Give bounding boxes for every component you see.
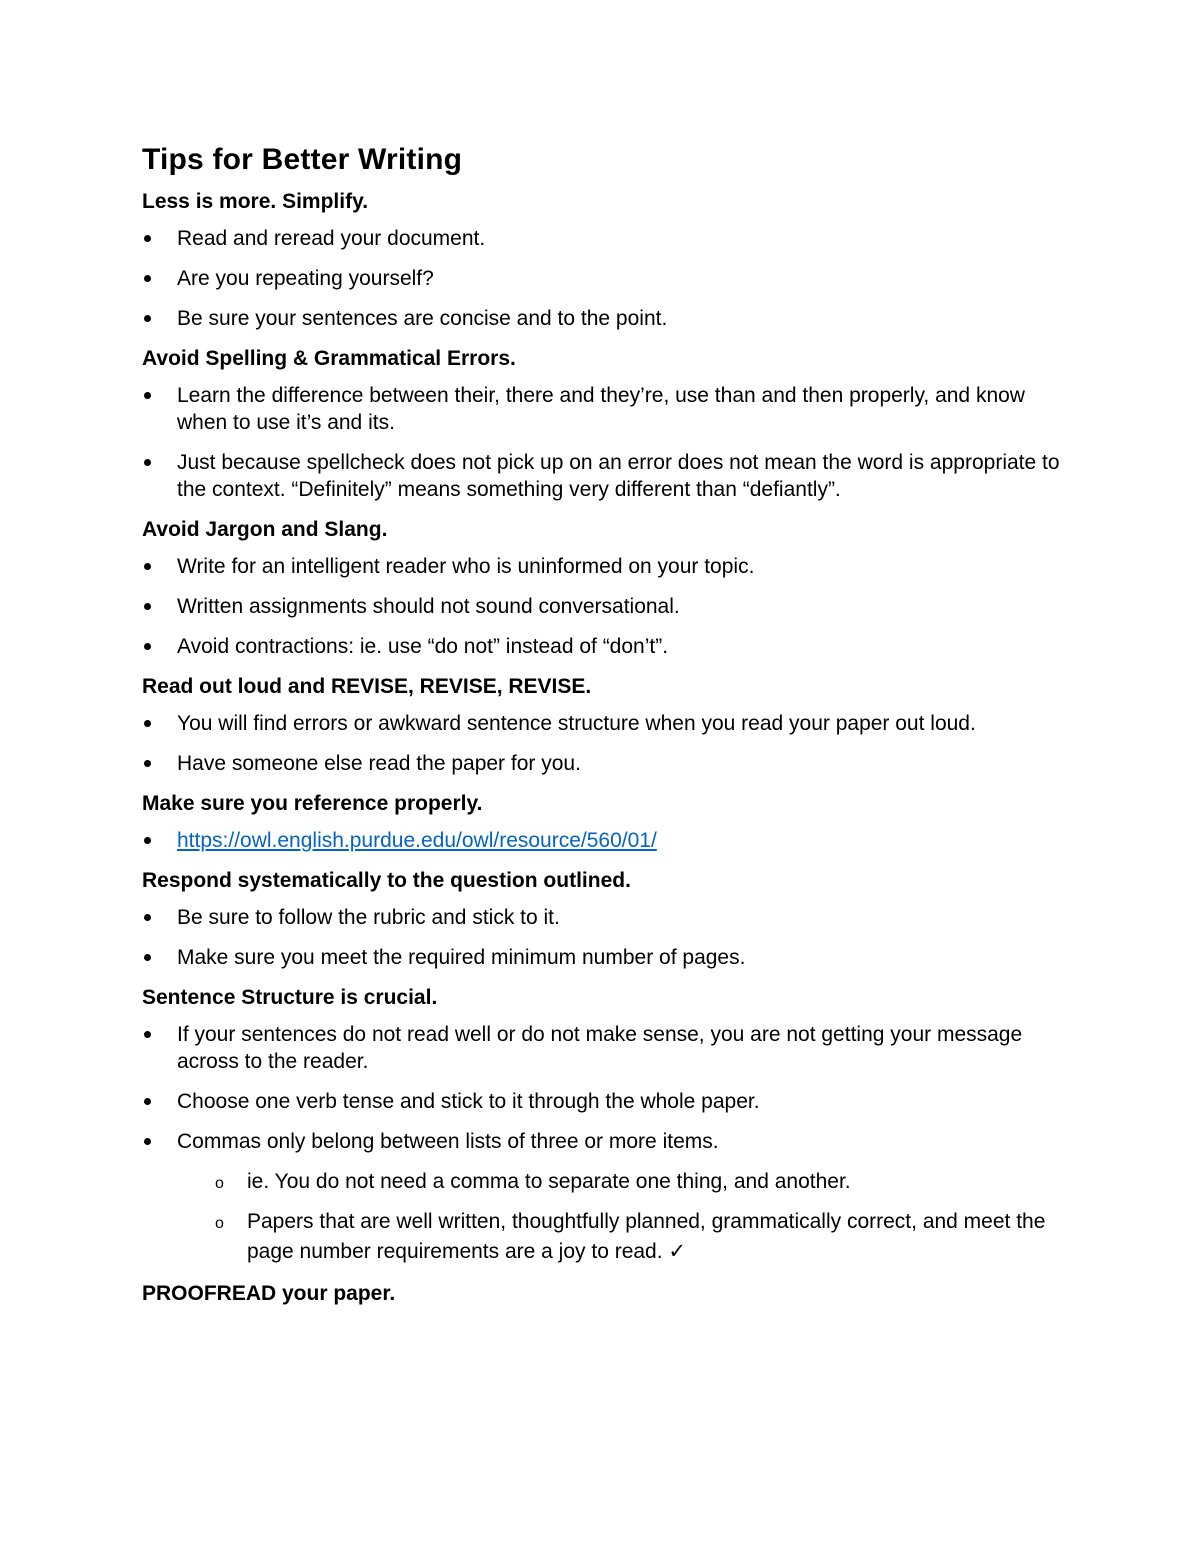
section-heading: Less is more. Simplify.	[142, 190, 369, 213]
bullet-list	[142, 382, 1062, 503]
sub-list-item	[177, 1167, 1062, 1197]
list-item-text: Learn the difference between their, there and they’re, use than and then properly, and know when to use it’s and its.	[177, 384, 1025, 434]
section-simplify	[142, 188, 1062, 332]
bullet-icon	[144, 275, 151, 282]
list-item-text: Read and reread your document.	[177, 227, 486, 250]
bullet-list	[142, 1021, 1062, 1267]
bullet-icon	[144, 235, 151, 242]
bullet-icon	[144, 563, 151, 570]
list-item	[142, 633, 1062, 660]
bullet-icon	[144, 643, 151, 650]
list-item-text: Written assignments should not sound conversational.	[177, 595, 680, 618]
section-heading: Respond systematically to the question outlined.	[142, 869, 631, 892]
document-title: Tips for Better Writing	[142, 143, 463, 176]
list-item	[142, 593, 1062, 620]
bullet-icon	[144, 1138, 151, 1145]
bullet-icon	[144, 1031, 151, 1038]
list-item	[142, 1021, 1062, 1075]
section-respond	[142, 867, 1062, 971]
list-item	[142, 827, 1062, 854]
bullet-icon	[144, 914, 151, 921]
list-item-text: You will find errors or awkward sentence structure when you read your paper out loud.	[177, 712, 976, 735]
bullet-icon	[144, 837, 151, 844]
section-heading: Sentence Structure is crucial.	[142, 986, 438, 1009]
bullet-list	[142, 225, 1062, 332]
list-item	[142, 265, 1062, 292]
bullet-icon	[144, 392, 151, 399]
section-heading: Make sure you reference properly.	[142, 792, 483, 815]
sub-list-item	[177, 1207, 1062, 1267]
section-heading: Read out loud and REVISE, REVISE, REVISE.	[142, 675, 592, 698]
section-reference	[142, 790, 1062, 854]
list-item-text: Avoid contractions: ie. use “do not” instead of “don’t”.	[177, 635, 669, 658]
list-item	[142, 1128, 1062, 1267]
list-item-text: Are you repeating yourself?	[177, 267, 434, 290]
list-item-text: Be sure your sentences are concise and to the point.	[177, 307, 668, 330]
list-item	[142, 944, 1062, 971]
circle-bullet-icon: o	[215, 1215, 224, 1232]
list-item-text: Have someone else read the paper for you.	[177, 752, 581, 775]
list-item-text: Choose one verb tense and stick to it through the whole paper.	[177, 1090, 760, 1113]
sub-list-item-text: Papers that are well written, thoughtfully planned, grammatically correct, and meet the page number requirements are a joy to read. ✓	[247, 1210, 1046, 1263]
section-jargon-slang	[142, 516, 1062, 660]
document-page	[142, 140, 1062, 1317]
bullet-icon	[144, 315, 151, 322]
list-item	[142, 382, 1062, 436]
circle-bullet-icon: o	[215, 1175, 224, 1192]
sub-bullet-list	[177, 1167, 1062, 1267]
list-item	[142, 750, 1062, 777]
list-item-text: If your sentences do not read well or do not make sense, you are not getting your message across to the reader.	[177, 1023, 1023, 1073]
list-item	[142, 305, 1062, 332]
list-item-text: Commas only belong between lists of three or more items.	[177, 1130, 719, 1153]
bullet-list	[142, 827, 1062, 854]
list-item	[142, 225, 1062, 252]
section-heading: PROOFREAD your paper.	[142, 1282, 396, 1305]
list-item	[142, 904, 1062, 931]
bullet-icon	[144, 760, 151, 767]
bullet-icon	[144, 954, 151, 961]
list-item	[142, 449, 1062, 503]
list-item-text: Just because spellcheck does not pick up on an error does not mean the word is appropriate to the context. “Definitely” means something very different than “defiantly”.	[177, 451, 1060, 501]
bullet-list	[142, 904, 1062, 971]
section-revise	[142, 673, 1062, 777]
bullet-icon	[144, 720, 151, 727]
section-proofread	[142, 1280, 1062, 1317]
bullet-list	[142, 553, 1062, 660]
list-item	[142, 1088, 1062, 1115]
list-item	[142, 710, 1062, 737]
section-heading: Avoid Jargon and Slang.	[142, 518, 388, 541]
bullet-icon	[144, 603, 151, 610]
section-spelling-grammar	[142, 345, 1062, 503]
section-heading: Avoid Spelling & Grammatical Errors.	[142, 347, 516, 370]
sub-list-item-text: ie. You do not need a comma to separate one thing, and another.	[247, 1170, 851, 1193]
list-item-text: Write for an intelligent reader who is uninformed on your topic.	[177, 555, 755, 578]
bullet-icon	[144, 459, 151, 466]
list-item-text: Make sure you meet the required minimum number of pages.	[177, 946, 746, 969]
list-item-text: Be sure to follow the rubric and stick to it.	[177, 906, 560, 929]
bullet-list	[142, 710, 1062, 777]
bullet-icon	[144, 1098, 151, 1105]
list-item	[142, 553, 1062, 580]
reference-link[interactable]: https://owl.english.purdue.edu/owl/resource/560/01/	[177, 829, 657, 852]
section-sentence-structure	[142, 984, 1062, 1267]
